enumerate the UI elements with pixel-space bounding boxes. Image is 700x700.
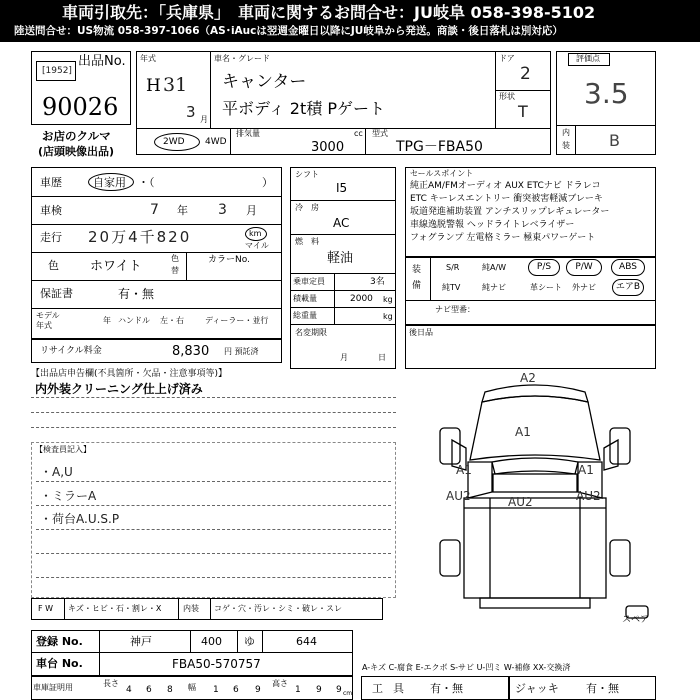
later-items-block: [405, 325, 656, 369]
fw-interior-items: コゲ・穴・汚レ・シミ・破レ・スレ: [214, 604, 342, 613]
notes-text: 内外装クリーニング仕上げ済み: [35, 382, 203, 396]
car-windshield: [492, 458, 578, 474]
width-digit: 9: [255, 685, 261, 695]
height-digit: 1: [295, 685, 301, 695]
month-unit: 月: [200, 115, 208, 124]
history-selected: 自家用: [93, 176, 126, 189]
car-rear-bumper: [480, 598, 590, 608]
fw-interior-label: 内装: [183, 604, 199, 613]
name-change-label: 名変期限: [295, 328, 327, 337]
length-digit: 8: [167, 685, 173, 695]
damage-mark: A1: [515, 425, 531, 439]
reg-label: 登録 No.: [36, 635, 83, 648]
fuel-label: 燃料: [295, 237, 327, 246]
reg-city: 神戸: [130, 635, 152, 648]
equipment-pw: P/W: [566, 259, 602, 276]
ac-label: 冷房: [295, 203, 327, 212]
color-change-1: 色: [171, 254, 179, 263]
header-line-2: 陸送問合せ：US物流 058-397-1066（AS･iAucは翌週金曜日以降にJU岐阜から発送。商談・後日落札は別対応）: [14, 25, 563, 37]
length-digit: 6: [146, 685, 152, 695]
model-year-label-1: モデル: [36, 311, 60, 320]
equipment-ext-navi: 外ナビ: [572, 283, 596, 292]
vehicle-name: キャンター: [222, 72, 307, 92]
sales-point-line: フォグランプ 左電格ミラー 極東パワーゲート: [410, 233, 596, 243]
equipment-tv: 純TV: [442, 283, 461, 292]
name-change-day: 日: [378, 353, 386, 362]
certificate-label: 車庫証明用: [33, 683, 73, 692]
drive-2wd: 2WD: [163, 137, 185, 147]
displacement: 3000: [311, 140, 345, 155]
inspection-month-unit: 月: [246, 204, 257, 217]
reg-class: 400: [201, 635, 222, 648]
lot-number: 90026: [42, 93, 119, 121]
reg-kana: ゆ: [244, 635, 255, 648]
shift: I5: [336, 181, 348, 195]
displacement-unit: cc: [354, 129, 363, 138]
equipment-label-1: 装: [412, 265, 422, 275]
car-cab-roof: [493, 474, 577, 492]
lot-bracket-text: [1952]: [42, 66, 72, 76]
car-diagram: [400, 370, 670, 632]
wheel-rear-right: [610, 540, 630, 576]
chassis-label: 車台 No.: [36, 657, 83, 670]
history-close: ）: [262, 176, 273, 189]
month: 3: [186, 103, 196, 121]
equipment-aw: 純A/W: [482, 263, 507, 272]
recycle-unit: 円 預託済: [224, 347, 259, 356]
inspection-label: 車検: [40, 204, 62, 217]
handle: 左・右: [160, 316, 184, 325]
warranty-label: 保証書: [40, 287, 73, 300]
jack-label: ジャッキ: [515, 682, 559, 695]
lot-label: 出品No.: [78, 54, 126, 69]
car-hood: [470, 396, 600, 460]
mileage-label: 走行: [40, 231, 62, 244]
width-digit: 6: [233, 685, 239, 695]
car-bed: [464, 498, 606, 598]
damage-mark: AU2: [576, 489, 601, 503]
height-digit: 9: [336, 685, 342, 695]
inspection-month: 3: [218, 202, 227, 218]
height-label: 高さ: [272, 679, 288, 688]
mileage-mile: マイル: [245, 241, 269, 250]
sales-point-line: ETC キーレスエントリー 衝突被害軽減ブレーキ: [410, 194, 603, 204]
gross-unit: kg: [383, 312, 393, 321]
model-year-label-2: 年式: [36, 321, 52, 330]
later-label: 後日品: [409, 328, 433, 337]
inspector-line: ・ミラーA: [40, 489, 97, 503]
inspector-line: ・A,U: [40, 465, 73, 479]
mileage: 20万4千820: [88, 228, 192, 246]
dealer-label: ディーラー・並行: [205, 316, 269, 325]
equipment-navi: 純ナビ: [482, 283, 506, 292]
displacement-label: 排気量: [236, 129, 260, 138]
color: ホワイト: [90, 259, 142, 274]
history-block: [31, 167, 282, 339]
score-label: 評価点: [576, 54, 600, 63]
door-label: ドア: [499, 54, 515, 63]
era: H: [146, 76, 161, 96]
interior-label-1: 内: [562, 128, 570, 137]
handle-label: ハンドル: [118, 316, 150, 325]
name-label: 車名・グレード: [214, 54, 270, 63]
interior-label-2: 装: [562, 141, 570, 150]
sales-point-line: 坂道発進補助装置 アンチスリップレギュレーター: [410, 207, 610, 217]
model-label: 型式: [372, 129, 388, 138]
length-digit: 4: [126, 685, 132, 695]
fw-items: キズ・ヒビ・石・割レ・X: [68, 604, 162, 613]
equipment-ps: P/S: [528, 259, 560, 276]
color-change-2: 替: [171, 266, 179, 275]
tools-label: 工具: [372, 682, 414, 695]
fw-label: F W: [38, 604, 54, 613]
sales-point-line: 純正AM/FMオーディオ AUX ETCナビ ドラレコ: [410, 181, 601, 191]
nav-label: ナビ型番：: [435, 305, 475, 314]
mileage-km: km: [249, 229, 262, 238]
reg-number: 644: [296, 635, 317, 648]
drive-4wd: 4WD: [205, 137, 227, 147]
interior-score: B: [609, 131, 620, 150]
damage-mark: AU2: [508, 495, 533, 509]
chassis: FBA50-570757: [172, 657, 261, 671]
fuel: 軽油: [327, 251, 354, 266]
color-label: 色: [48, 259, 59, 272]
damage-mark: A2: [520, 371, 536, 385]
warranty: 有・無: [118, 287, 155, 301]
capacity-label: 乗車定員: [293, 277, 325, 286]
gross-label: 総重量: [293, 311, 317, 320]
damage-mark: A1: [578, 463, 594, 477]
spare-label: スペア: [622, 615, 650, 625]
inspection-year: 7: [150, 202, 159, 218]
height-digit: 9: [316, 685, 322, 695]
capacity: 3名: [370, 277, 385, 287]
name-change-unit: 月: [340, 353, 348, 362]
inspection-year-unit: 年: [177, 204, 188, 217]
certificate-unit: cm: [343, 690, 353, 697]
inspector-title: 【検査員記入】: [35, 445, 91, 454]
equipment-leather: 革シート: [530, 283, 562, 292]
shop-line-1: お店のクルマ: [42, 129, 111, 143]
mirror-right: [604, 440, 618, 470]
damage-legend: A-キズ C-腐食 E-エクボ S-サビ U-凹ミ W-補修 XX-交換済: [362, 663, 571, 672]
load-label: 積載量: [293, 294, 317, 303]
score-value: 3.5: [584, 77, 629, 110]
model: TPG－FBA50: [396, 139, 483, 155]
damage-mark: A1: [456, 463, 472, 477]
equipment-abs: ABS: [611, 259, 645, 276]
shape: T: [518, 102, 528, 121]
sales-points-label: セールスポイント: [410, 169, 474, 178]
wheel-front-right: [610, 428, 630, 464]
load: 2000: [350, 294, 373, 304]
inspector-line: ・荷台A.U.S.P: [40, 512, 120, 526]
vehicle-grade: 平ボディ 2t積 Pゲート: [222, 99, 385, 118]
wheel-rear-left: [440, 540, 460, 576]
model-year-unit: 年: [103, 316, 111, 325]
tools-value: 有・無: [430, 682, 463, 695]
equipment-airbag: エアB: [612, 279, 644, 296]
ac: AC: [333, 216, 350, 230]
recycle-label: リサイクル料金: [40, 346, 102, 356]
jack-value: 有・無: [586, 682, 619, 695]
equipment-sr: S/R: [446, 263, 460, 272]
year: 31: [163, 74, 188, 96]
doors: 2: [520, 64, 531, 84]
specs-block: [290, 167, 396, 369]
load-unit: kg: [383, 295, 393, 304]
wheel-front-left: [440, 428, 460, 464]
shift-label: シフト: [295, 170, 319, 179]
history-dot: ・（: [138, 176, 155, 189]
recycle-value: 8,830: [172, 344, 210, 359]
notes-title: 【出品店申告欄(不具箇所・欠品・注意事項等)】: [31, 369, 228, 379]
damage-mark: AU2: [446, 489, 471, 503]
sales-point-line: 車線逸脱警報 ヘッドライトレベライザー: [410, 220, 575, 230]
width-label: 幅: [188, 683, 196, 692]
length-label: 長さ: [103, 679, 119, 688]
year-label: 年式: [140, 54, 156, 63]
header-line-1: 車両引取先：「兵庫県」 車両に関するお問合せ：JU岐阜 058-398-5102: [62, 3, 596, 22]
equipment-label-2: 備: [412, 281, 422, 291]
shop-line-2: (店頭映像出品): [38, 145, 115, 158]
history-label: 車歴: [40, 176, 62, 189]
width-digit: 1: [213, 685, 219, 695]
color-no-label: カラーNo.: [208, 255, 250, 265]
shape-label: 形状: [499, 92, 515, 101]
